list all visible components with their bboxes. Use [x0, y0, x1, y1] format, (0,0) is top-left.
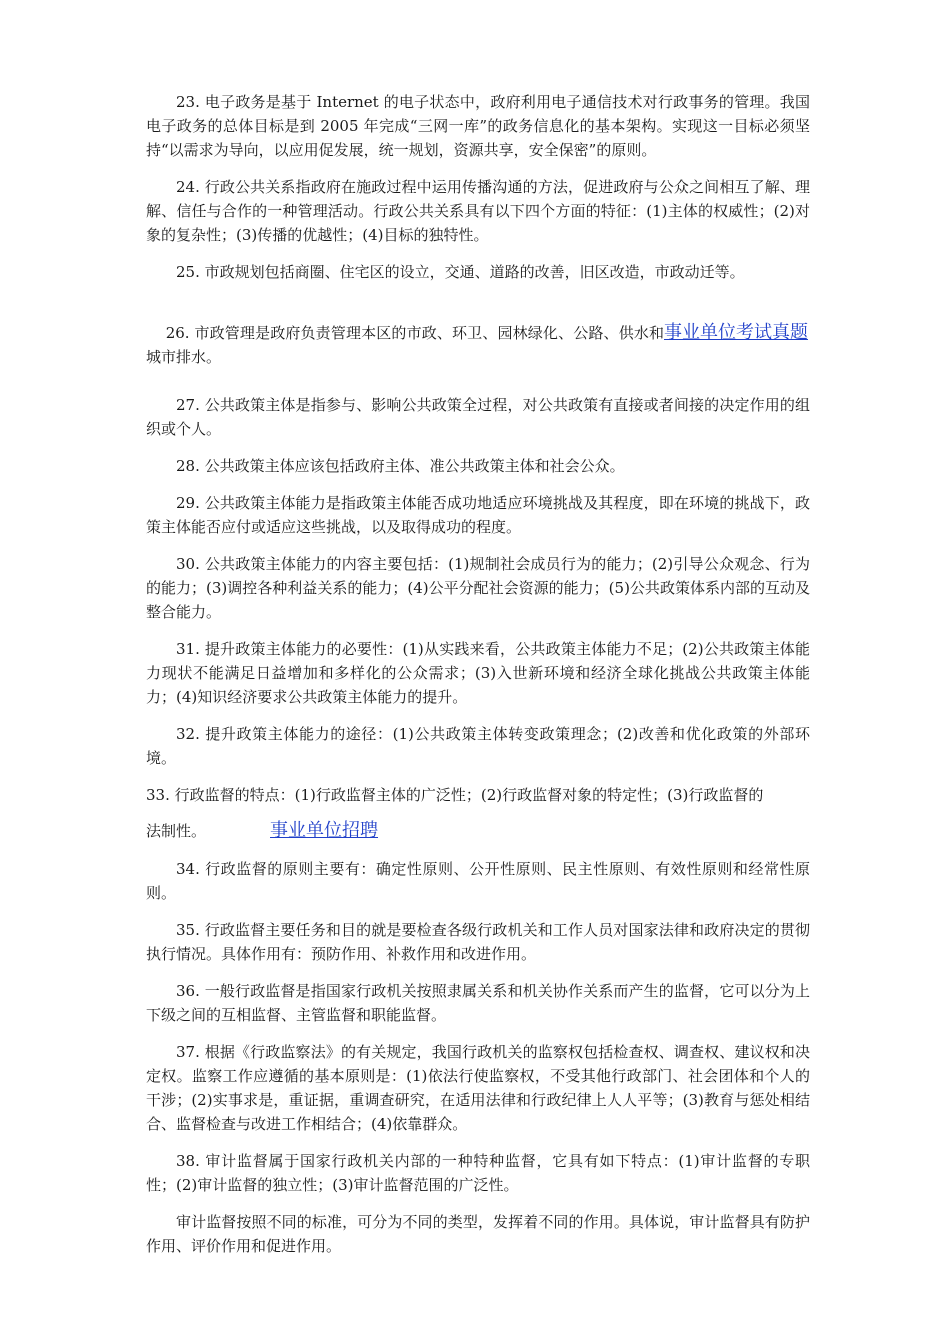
paragraph-27: 27. 公共政策主体是指参与、影响公共政策全过程，对公共政策有直接或者间接的决定作用的组织或个人。: [146, 396, 810, 438]
paragraph-33-continued: [146, 819, 810, 843]
paragraph-26: [146, 297, 810, 393]
paragraph-34: 34. 行政监督的原则主要有：确定性原则、公开性原则、民主性原则、有效性原则和经常性原则。: [146, 860, 810, 902]
paragraph-audit: 审计监督按照不同的标准，可分为不同的类型，发挥着不同的作用。具体说，审计监督具有防护作用、评价作用和促进作用。: [146, 1213, 810, 1255]
paragraph-35: 35. 行政监督主要任务和目的就是要检查各级行政机关和工作人员对国家法律和政府决定的贯彻执行情况。具体作用有：预防作用、补救作用和改进作用。: [146, 921, 810, 963]
paragraph-33: 33. 行政监督的特点：(1)行政监督主体的广泛性；(2)行政监督对象的特定性；(3)行政监督的: [146, 786, 764, 804]
paragraph-28: 28. 公共政策主体应该包括政府主体、准公共政策主体和社会公众。: [176, 457, 625, 475]
link-recruitment[interactable]: 事业单位招聘: [270, 820, 379, 841]
paragraph-31: 31. 提升政策主体能力的必要性：(1)从实践来看，公共政策主体能力不足；(2)公共政策主体能力现状不能满足日益增加和多样化的公众需求；(3)入世新环境和经济全球化挑战公共政策主体能力；(4)知识经济要求公共政策主体能力的提升。: [146, 640, 810, 706]
paragraph-37: 37. 根据《行政监察法》的有关规定，我国行政机关的监察权包括检查权、调查权、建议权和决定权。监察工作应遵循的基本原则是：(1)依法行使监察权，不受其他行政部门、社会团体和个人的干涉；(2)实事求是，重证据，重调查研究，在适用法律和行政纪律上人人平等；(3)教育与惩处相结合、监督检查与改进工作相结合；(4)依靠群众。: [146, 1043, 810, 1133]
paragraph-26-text: 26. 市政管理是政府负责管理本区的市政、环卫、园林绿化、公路、供水和城市排水。: [146, 324, 664, 366]
paragraph-24: 24. 行政公共关系指政府在施政过程中运用传播沟通的方法，促进政府与公众之间相互了解、理解、信任与合作的一种管理活动。行政公共关系具有以下四个方面的特征：(1)主体的权威性；(2)对象的复杂性；(3)传播的优越性；(4)目标的独特性。: [146, 178, 810, 244]
paragraph-36: 36. 一般行政监督是指国家行政机关按照隶属关系和机关协作关系而产生的监督，它可以分为上下级之间的互相监督、主管监督和职能监督。: [146, 982, 810, 1024]
link-exam-questions[interactable]: 事业单位考试真题: [664, 322, 808, 343]
paragraph-38: 38. 审计监督属于国家行政机关内部的一种特种监督，它具有如下特点：(1)审计监督的专职性；(2)审计监督的独立性；(3)审计监督范围的广泛性。: [146, 1152, 810, 1194]
paragraph-25: 25. 市政规划包括商圈、住宅区的设立，交通、道路的改善，旧区改造，市政动迁等。: [176, 263, 745, 281]
paragraph-33-tail: 法制性。: [146, 822, 207, 840]
paragraph-30: 30. 公共政策主体能力的内容主要包括：(1)规制社会成员行为的能力；(2)引导公众观念、行为的能力；(3)调控各种利益关系的能力；(4)公平分配社会资源的能力；(5)公共政策体系内部的互动及整合能力。: [146, 555, 810, 621]
paragraph-32: 32. 提升政策主体能力的途径：(1)公共政策主体转变政策理念；(2)改善和优化政策的外部环境。: [146, 725, 810, 767]
paragraph-29: 29. 公共政策主体能力是指政策主体能否成功地适应环境挑战及其程度，即在环境的挑战下，政策主体能否应付或适应这些挑战，以及取得成功的程度。: [146, 494, 810, 536]
paragraph-23: 23. 电子政务是基于 Internet 的电子状态中，政府利用电子通信技术对行政事务的管理。我国电子政务的总体目标是到 2005 年完成“三网一库”的政务信息化的基本架构。实现这一目标必须坚持“以需求为导向，以应用促发展，统一规划，资源共享，安全保密”的原则。: [146, 93, 810, 159]
document-page: [146, 90, 810, 1271]
